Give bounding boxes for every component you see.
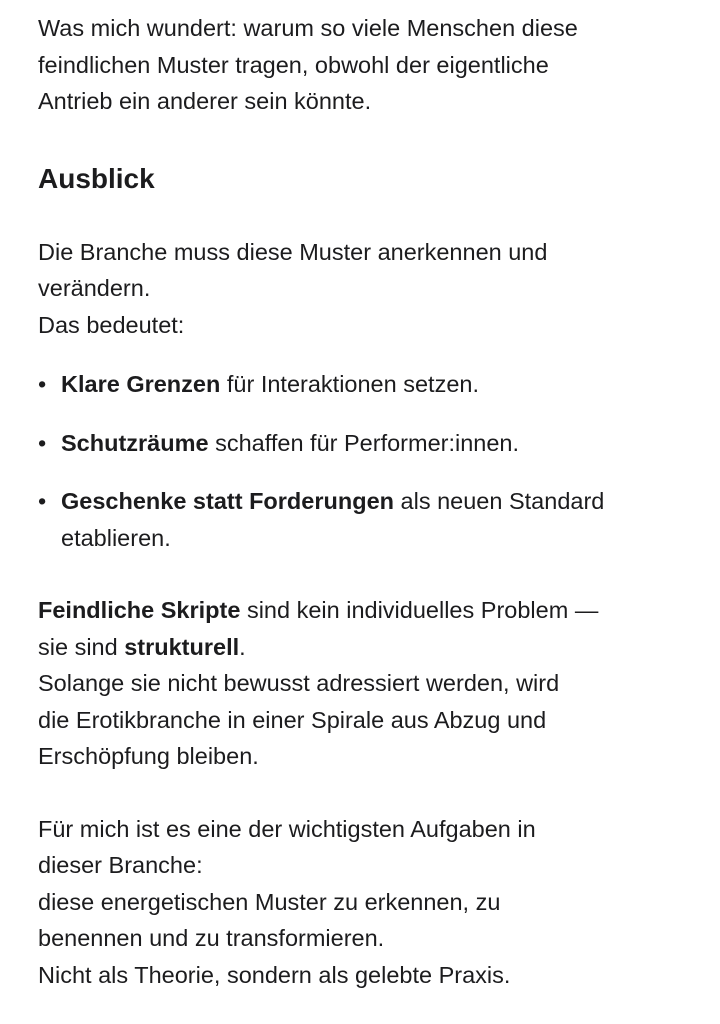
outlook-paragraph [38,234,698,344]
body-text: die Erotikbranche in einer Spirale aus Abzug und [38,706,547,733]
list-item [38,483,698,556]
intro-line: feindlichen Muster tragen, obwohl der eigentliche [38,51,549,78]
bullet-marker: • [38,488,47,514]
emphasis-text: Feindliche Skripte [38,597,241,623]
outlook-line: Die Branche muss diese Muster anerkennen und [38,238,548,265]
closing-line: Für mich ist es eine der wichtigsten Aufgaben in [38,815,536,842]
bullet-marker: • [38,371,47,397]
closing-paragraph [38,811,698,994]
body-text: sie sind [38,633,125,660]
emphasis-text: strukturell [124,633,240,660]
bullet-bold-text: Klare Grenzen [61,371,221,397]
bullet-text-continued: etablieren. [61,524,171,551]
closing-line: Nicht als Theorie, sondern als gelebte Praxis. [38,961,511,988]
bullet-marker: • [38,429,47,456]
bullet-bold-text: Schutzräume [61,429,209,456]
outlook-line: verändern. [38,275,151,301]
body-text: . [239,633,246,660]
article-body [38,10,698,993]
closing-line: dieser Branche: [38,852,203,878]
body-text: Solange sie nicht bewusst adressiert werden, wird [38,670,560,696]
outlook-line: Das bedeutet: [38,311,185,338]
section-heading: Ausblick [38,162,155,194]
bullet-list [38,366,698,556]
closing-line: benennen und zu transformieren. [38,925,385,951]
intro-paragraph [38,10,698,120]
bullet-bold-text: Geschenke statt Forderungen [61,488,394,514]
bullet-text: als neuen Standard [394,488,605,514]
list-item [38,425,698,462]
body-text: Erschöpfung bleiben. [38,743,259,769]
bullet-text: für Interaktionen setzen. [220,371,479,397]
list-item [38,366,698,403]
bullet-text: schaffen für Performer:innen. [208,429,520,456]
body-text: sind kein individuelles Problem — [240,597,599,623]
closing-line: diese energetischen Muster zu erkennen, zu [38,888,501,915]
intro-line: Was mich wundert: warum so viele Menschen diese [38,15,578,41]
intro-line: Antrieb ein anderer sein könnte. [38,88,372,114]
structural-paragraph [38,592,698,775]
